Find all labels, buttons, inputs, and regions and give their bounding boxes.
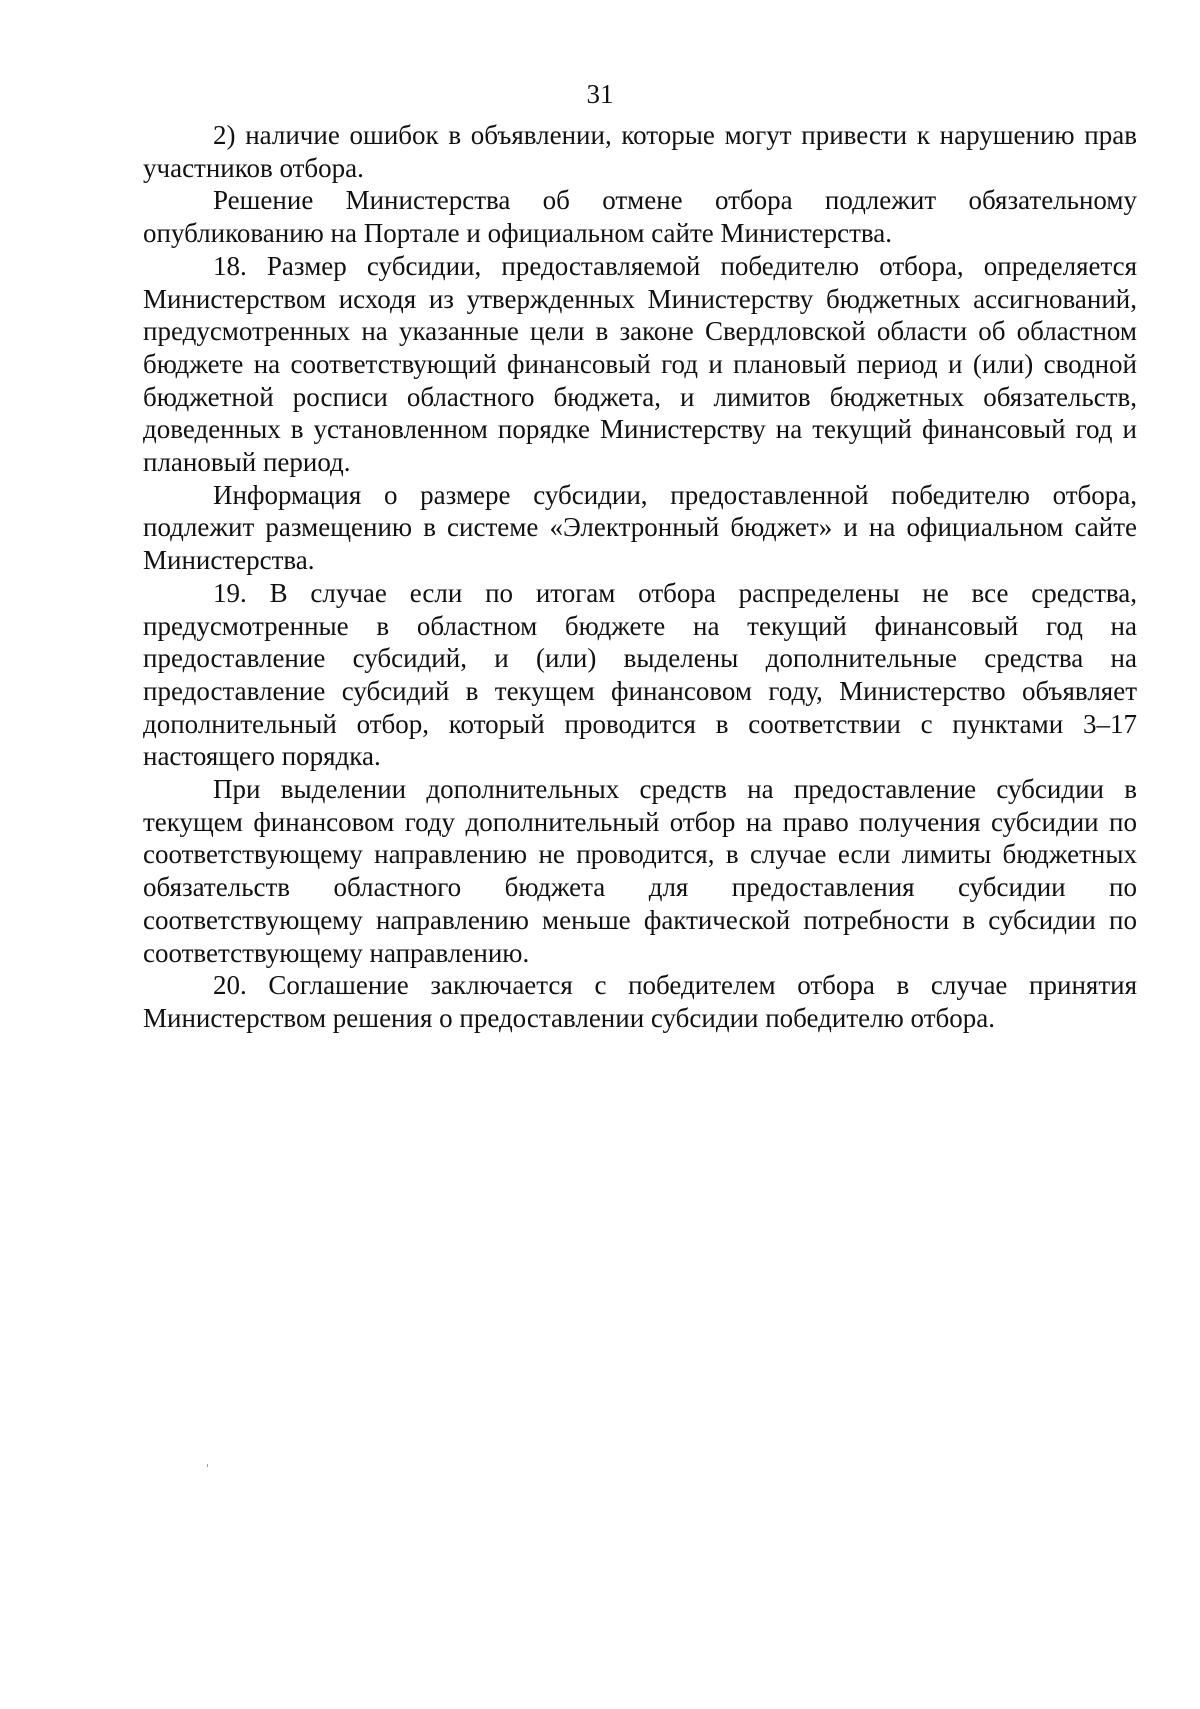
scan-speck [207,1464,208,1467]
paragraph-subsidy-info: Информация о размере субсидии, предоставленной победителю отбора, подлежит размещению в системе «Электронный бюджет» и на официальном сайте Министерства. [143,479,1137,576]
document-body [143,119,1137,1035]
paragraph-cancellation-publication: Решение Министерства об отмене отбора подлежит обязательному опубликованию на Портале и официальном сайте Министерства. [143,185,1137,249]
paragraph-clause-19: 19. В случае если по итогам отбора распределены не все средства, предусмотренные в областном бюджете на текущий финансовый год на предоставление субсидий, и (или) выделены дополнительные средства на предоставление субсидий в текущем финансовом году, Министерство объявляет дополнительный отбор, который проводится в соответствии с пунктами 3–17 настоящего порядка. [143,577,1137,772]
page-number: 31 [586,79,614,109]
paragraph-clause-20: 20. Соглашение заключается с победителем отбора в случае принятия Министерством решения о предоставлении субсидии победителю отбора. [143,970,1137,1033]
paragraph-item-2: 2) наличие ошибок в объявлении, которые могут привести к нарушению прав участников отбора. [143,120,1137,183]
paragraph-clause-18: 18. Размер субсидии, предоставляемой победителю отбора, определяется Министерством исходя из утвержденных Министерству бюджетных ассигнований, предусмотренных на указанные цели в законе Свердловской области об областном бюджете на соответствующий финансовый год и плановый период и (или) сводной бюджетной росписи областного бюджета, и лимитов бюджетных обязательств, доведенных в установленном порядке Министерству на текущий финансовый год и плановый период. [143,250,1137,478]
paragraph-additional-funds: При выделении дополнительных средств на предоставление субсидии в текущем финансовом году дополнительный отбор на право получения субсидии по соответствующему направлению не проводится, в случае если лимиты бюджетных обязательств областного бюджета для предоставления субсидии по соответствующему направлению меньше фактической потребности в субсидии по соответствующему направлению. [143,774,1137,968]
